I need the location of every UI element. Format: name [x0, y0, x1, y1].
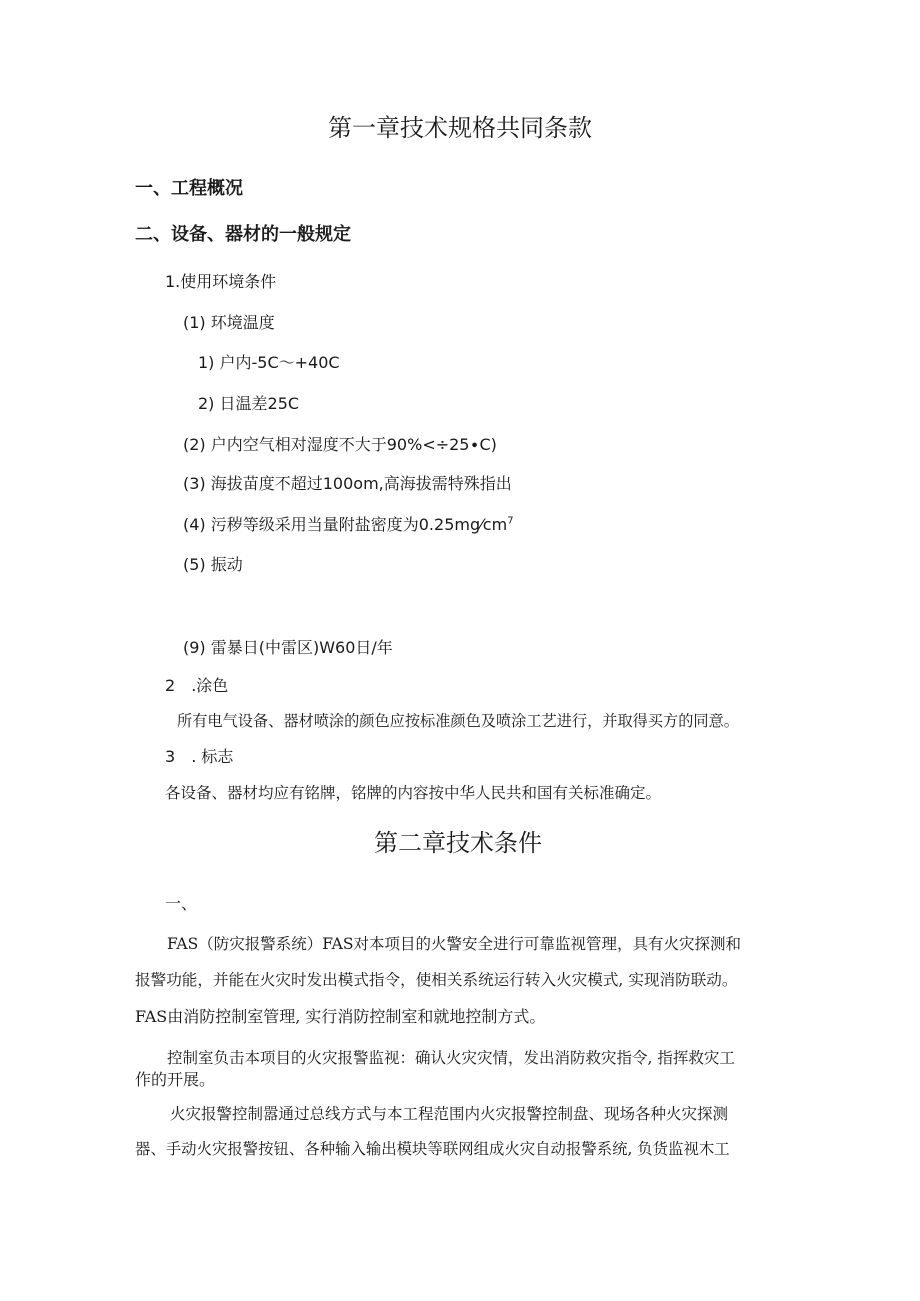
pollution-text: (4) 污秽等级采用当量附盐密度为0.25mg⁄cm — [183, 515, 508, 534]
fas-para-line2: 报警功能，并能在火灾时发出模式指令，使相关系统运行转入火灾模式, 实现消防联动。 — [135, 971, 738, 989]
item-painting — [165, 676, 228, 696]
item-painting-number: 2 — [165, 676, 176, 695]
item-marking-label: . 标志 — [191, 747, 234, 766]
env-temperature: (1) 环境温度 — [183, 313, 275, 332]
fas-para-line3: FAS由消防控制室管理, 实行消防控制室和就地控制方式。 — [135, 1007, 546, 1026]
pollution-level — [183, 515, 514, 535]
indoor-temperature: 1) 户内-5C〜+40C — [198, 353, 340, 372]
vibration: (5) 振动 — [183, 555, 243, 574]
control-para-line2: 作的开展。 — [135, 1070, 216, 1089]
chapter2-section1: 一、 — [165, 894, 198, 913]
marking-text: 各设备、器材均应有铭牌，铭牌的内容按中华人民共和国有关标准确定。 — [165, 784, 662, 802]
control-para-line1: 控制室负击本项目的火灾报警监视：确认火灾灾情，发出消防救灾指令, 指挥救灾工 — [167, 1049, 735, 1067]
item-marking-number: 3 — [165, 747, 176, 766]
chapter2-title: 第二章技术条件 — [374, 829, 542, 857]
item-environment-conditions: 1.使用环境条件 — [165, 272, 277, 291]
alarm-para-line2: 器、手动火灾报警按钮、各种输入输出模块等联网组成火灾自动报警系统, 负货监视木工 — [135, 1140, 730, 1158]
section-equipment-rules: 二、设备、器材的一般规定 — [135, 224, 351, 245]
altitude: (3) 海拔苗度不超过100om,高海拔需特殊指出 — [183, 474, 512, 493]
chapter1-title: 第一章技术规格共同条款 — [328, 114, 592, 142]
thunderstorm-days: (9) 雷暴日(中雷区)W60日/年 — [183, 638, 393, 657]
daily-temperature-diff: 2) 日温差25C — [198, 394, 300, 413]
pollution-superscript: 7 — [507, 515, 514, 527]
section-overview: 一、工程概况 — [135, 178, 243, 199]
painting-text: 所有电气设备、器材喷涂的颜色应按标准颜色及喷涂工艺进行，并取得买方的同意。 — [177, 712, 739, 730]
humidity: (2) 户内空气相对湿度不大于90%<÷25∙C) — [183, 435, 497, 454]
item-marking — [165, 747, 233, 767]
fas-para-line1: FAS（防灾报警系统）FAS对本项目的火警安全进行可靠监视管理，具有火灾探测和 — [167, 935, 741, 953]
item-painting-label: .涂色 — [191, 676, 229, 695]
alarm-para-line1: 火灾报警控制嚣通过总线方式与本工程范围内火灾报警控制盘、现场各种火灾探测 — [170, 1105, 729, 1123]
